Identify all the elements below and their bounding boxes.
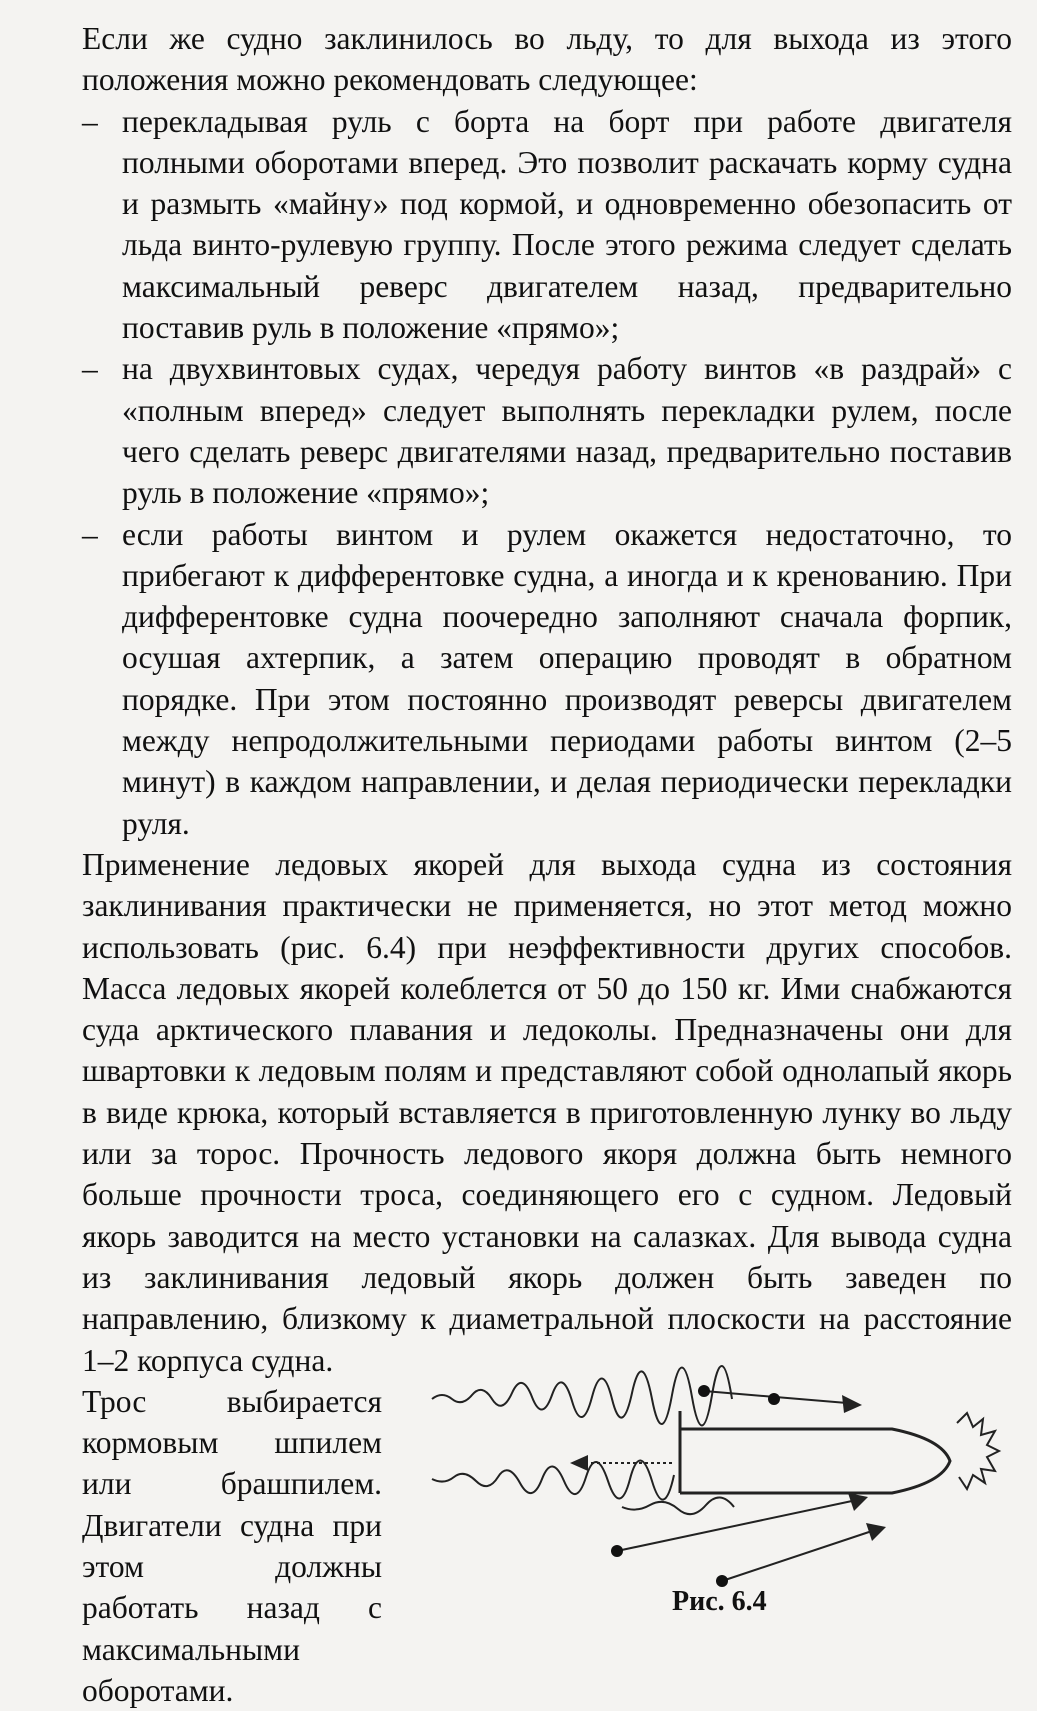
anchor-point [698, 1385, 710, 1397]
page [82, 18, 1012, 1708]
ice-anchor-diagram [422, 1351, 1022, 1611]
left-text: Трос выбирается кормовым шпилем или брашпилем. Двигатели судна при этом должны работать назад с максимальными оборотами. [82, 1383, 382, 1708]
figure-caption: Рис. 6.4 [672, 1585, 767, 1617]
intro-paragraph: Если же судно заклинилось во льду, то для выхода из этого положения можно рекомендовать следующее: [82, 21, 1012, 98]
anchor-arrow-top [842, 1395, 862, 1413]
lower-ice-edge [432, 1460, 674, 1499]
anchor-line-lower [722, 1531, 872, 1581]
list-dash: – [82, 351, 98, 387]
list-item-text: на двухвинтовых судах, чередуя работу винтов «в раздрай» с «полным вперед» следует выполнять перекладки рулем, после чего сделать реверс двигателями назад, предварительно поставив руль в положение «прямо»; [122, 351, 1012, 511]
list-item [82, 101, 1012, 349]
anchor-point [611, 1545, 623, 1557]
ice-anchor-paragraph: Применение ледовых якорей для выхода судна из состояния заклинивания практически не применяется, но этот метод можно использовать (рис. 6.4) при неэффективности других способов. Масса ледовых якорей колеблется от 50 до 150 кг. Ими снабжаются суда арктического плавания и ледоколы. Предназначены они для швартовки к ледовым полям и представляют собой однолапый якорь в виде крюка, который вставляется в приготовленную лунку во льду или за торос. Прочность ледового якоря должна быть немного больше прочности троса, соединяющего его с судном. Ледовый якорь заводится на место установки на салазках. Для вывода судна из заклинивания ледовый якорь должен быть заведен по направлению, близкому к диаметральной плоскости на расстояние 1–2 корпуса судна. [82, 846, 1012, 1378]
anchor-point [768, 1393, 780, 1405]
anchor-line-bottom [617, 1501, 852, 1551]
anchor-arrow-bottom [848, 1493, 868, 1511]
recommendation-list [82, 101, 1012, 844]
upper-ice-edge [432, 1366, 732, 1426]
list-item-text: перекладывая руль с борта на борт при работе двигателя полными оборотами вперед. Это позволит раскачать корму судна и размыть «майну» под кормой, и одновременно обезопасить от льда винто-рулевую группу. После этого режима следует сделать максимальный реверс двигателем назад, предварительно поставив руль в положение «прямо»; [122, 103, 1012, 346]
anchor-arrow-lower [866, 1523, 886, 1541]
motion-arrow-head [570, 1455, 588, 1471]
ship-hull [680, 1429, 950, 1493]
list-item [82, 348, 1012, 513]
bow-ice [957, 1413, 999, 1489]
list-item-text: если работы винтом и рулем окажется недостаточно, то прибегают к дифферентовке судна, а иногда и к кренованию. При дифферентовке судна поочередно заполняют сначала форпик, осушая ахтерпик, а затем операцию проводят в обратном порядке. При этом постоянно производят реверсы двигателем между непродолжительными периодами работы винтом (2–5 минут) в каждом направлении, и делая периодически перекладки руля. [122, 516, 1012, 841]
figure-section [82, 1381, 1012, 1708]
list-item [82, 514, 1012, 844]
lower-ice-fragment [622, 1497, 734, 1514]
list-dash: – [82, 516, 98, 552]
list-dash: – [82, 103, 98, 139]
